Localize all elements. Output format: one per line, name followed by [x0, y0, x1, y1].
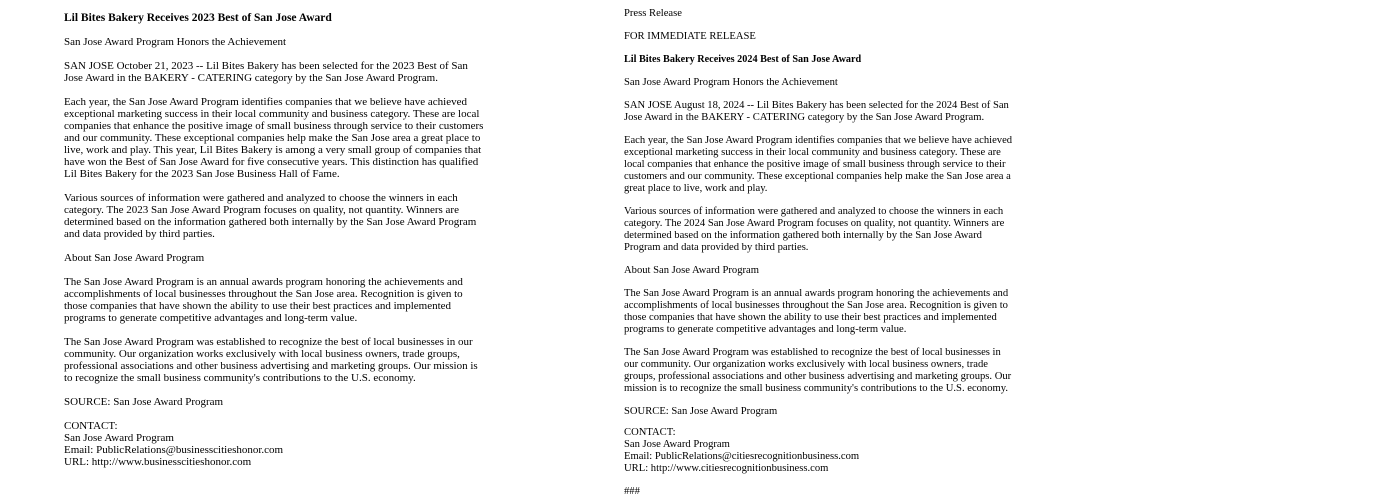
- about-paragraph-2: The San Jose Award Program was established to recognize the best of local businesses in our community. Our organization works exclusively with local business owners, trade groups, professional associations and other business advertising and marketing groups. Our mission is to recognize the small business community's contributions to the U.S. economy.: [64, 336, 478, 384]
- contact-url: URL: http://www.businesscitieshonor.com: [64, 456, 252, 468]
- release-title: Lil Bites Bakery Receives 2023 Best of San Jose Award: [64, 12, 332, 24]
- press-release-2024: [624, 0, 1016, 498]
- source-line: SOURCE: San Jose Award Program: [64, 396, 224, 408]
- press-label: Press Release: [624, 8, 682, 19]
- end-mark: ###: [624, 486, 640, 497]
- release-paragraph-2: Various sources of information were gathered and analyzed to choose the winners in each category. The 2023 San Jose Award Program focuses on quality, not quantity. Winners are determined based on the information gathered both internally by the San Jose Award Program and data provided by third parties.: [64, 192, 477, 240]
- release-subtitle: San Jose Award Program Honors the Achievement: [624, 77, 838, 88]
- contact-org: San Jose Award Program: [64, 432, 174, 444]
- release-lead: SAN JOSE October 21, 2023 -- Lil Bites Bakery has been selected for the 2023 Best of San Jose Award in the BAKERY - CATERING category by the San Jose Award Program.: [64, 60, 468, 84]
- release-paragraph-1: Each year, the San Jose Award Program identifies companies that we believe have achieved exceptional marketing success in their local community and business category. These are local companies that enhance the positive image of small business through service to their customers and our community. These exceptional companies help make the San Jose area a great place to live, work and play.: [624, 135, 1013, 194]
- about-heading: About San Jose Award Program: [64, 252, 205, 264]
- contact-label: CONTACT:: [64, 420, 118, 432]
- release-subtitle: San Jose Award Program Honors the Achievement: [64, 36, 287, 48]
- press-release-2023: [64, 0, 484, 468]
- release-paragraph-2: Various sources of information were gathered and analyzed to choose the winners in each category. The 2024 San Jose Award Program focuses on quality, not quantity. Winners are determined based on the information gathered both internally by the San Jose Award Program and data provided by third parties.: [624, 206, 1005, 253]
- immediate-release-label: FOR IMMEDIATE RELEASE: [624, 31, 756, 42]
- about-heading: About San Jose Award Program: [624, 265, 759, 276]
- contact-label: CONTACT:: [624, 427, 676, 438]
- release-title: Lil Bites Bakery Receives 2024 Best of San Jose Award: [624, 54, 862, 65]
- about-paragraph-1: The San Jose Award Program is an annual awards program honoring the achievements and accomplishments of local businesses throughout the San Jose area. Recognition is given to those companies that have shown the ability to use their best practices and implemented programs to generate competitive advantages and long-term value.: [624, 288, 1009, 335]
- about-paragraph-1: The San Jose Award Program is an annual awards program honoring the achievements and accomplishments of local businesses throughout the San Jose area. Recognition is given to those companies that have shown the ability to use their best practices and implemented programs to generate competitive advantages and long-term value.: [64, 276, 463, 324]
- contact-email: Email: PublicRelations@businesscitieshonor.com: [64, 444, 284, 456]
- source-line: SOURCE: San Jose Award Program: [624, 406, 778, 417]
- about-paragraph-2: The San Jose Award Program was established to recognize the best of local businesses in our community. Our organization works exclusively with local business owners, trade groups, professional associations and other business advertising and marketing groups. Our mission is to recognize the small business community's contributions to the U.S. economy.: [624, 347, 1012, 394]
- contact-block: [64, 420, 484, 468]
- release-lead: SAN JOSE August 18, 2024 -- Lil Bites Bakery has been selected for the 2024 Best of San Jose Award in the BAKERY - CATERING category by the San Jose Award Program.: [624, 100, 1009, 123]
- contact-org: San Jose Award Program: [624, 439, 730, 450]
- contact-block: [624, 427, 1016, 475]
- contact-url: URL: http://www.citiesrecognitionbusiness.com: [624, 463, 829, 474]
- contact-email: Email: PublicRelations@citiesrecognitionbusiness.com: [624, 451, 860, 462]
- release-paragraph-1: Each year, the San Jose Award Program identifies companies that we believe have achieved exceptional marketing success in their local community and business category. These are local companies that enhance the positive image of small business through service to their customers and our community. These exceptional companies help make the San Jose area a great place to live, work and play. This year, Lil Bites Bakery is among a very small group of companies that have won the Best of San Jose Award for five consecutive years. This distinction has qualified Lil Bites Bakery for the 2023 San Jose Business Hall of Fame.: [64, 96, 484, 180]
